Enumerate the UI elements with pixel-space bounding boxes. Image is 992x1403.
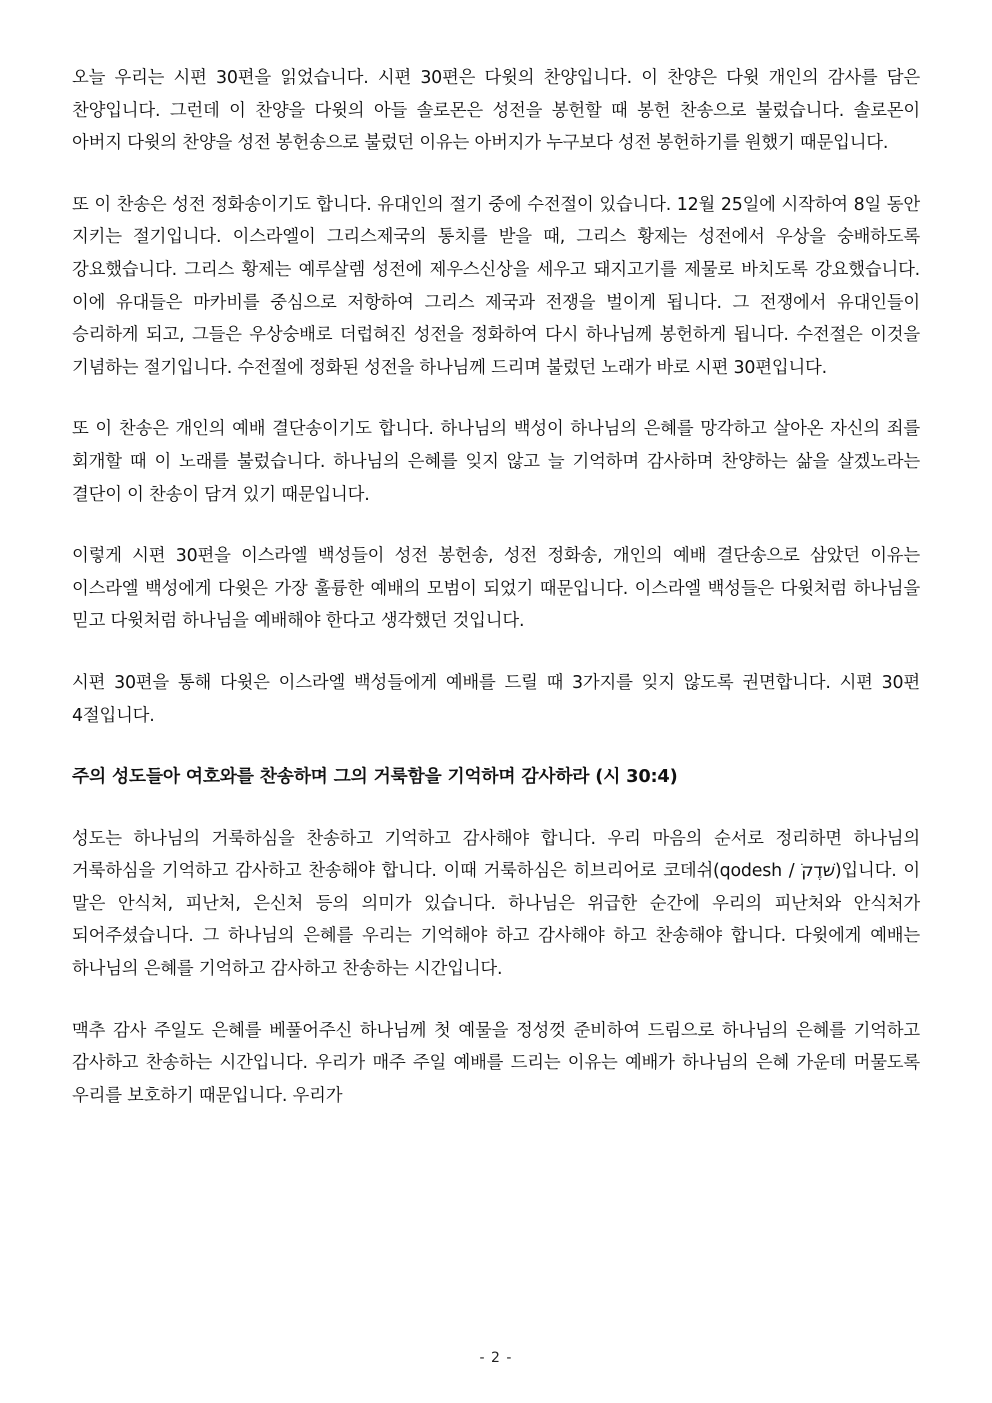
paragraph-holiness: 성도는 하나님의 거룩하심을 찬송하고 기억하고 감사해야 합니다. 우리 마음의 순서로 정리하면 하나님의 거룩하심을 기억하고 감사하고 찬송해야 합니다. 이때 거룩하심은 히브리어로 코데쉬(qodesh / שׁדֶקֹ)입니다. 이 말은 안식처, 피난처, 은신처 등의 의미가 있습니다. 하나님은 위급한 순간에 우리의 피난처와 안식처가 되어주셨습니다. 그 하나님의 은혜를 우리는 기억해야 하고 감사해야 하고 찬송해야 합니다. 다윗에게 예배는 하나님의 은혜를 기억하고 감사하고 찬송하는 시간입니다. — [72, 828, 920, 980]
paragraph-hanukkah: 또 이 찬송은 성전 정화송이기도 합니다. 유대인의 절기 중에 수전절이 있습니다. 12월 25일에 시작하여 8일 동안 지키는 절기입니다. 이스라엘이 그리스제국의 통치를 받을 때, 그리스 황제는 성전에서 우상을 숭배하도록 강요했습니다. 그리스 황제는 예루살렘 성전에 제우스신상을 세우고 돼지고기를 제물로 바치도록 강요했습니다. 이에 유대들은 마카비를 중심으로 저항하여 그리스 제국과 전쟁을 벌이게 됩니다. 그 전쟁에서 유대인들이 승리하게 되고, 그들은 우상숭배로 더럽혀진 성전을 정화하여 다시 하나님께 봉헌하게 됩니다. 수전절은 이것을 기념하는 절기입니다. 수전절에 정화된 성전을 하나님께 드리며 불렀던 노래가 바로 시편 30편입니다. — [72, 194, 920, 378]
paragraph-psalm-30-intro: 오늘 우리는 시편 30편을 읽었습니다. 시편 30편은 다윗의 찬양입니다. 이 찬양은 다윗 개인의 감사를 담은 찬양입니다. 그런데 이 찬양을 다윗의 아들 솔로몬은 성전을 봉헌할 때 봉헌 찬송으로 불렀습니다. 솔로몬이 아버지 다윗의 찬양을 성전 봉헌송으로 불렀던 이유는 아버지가 누구보다 성전 봉헌하기를 원했기 때문입니다. — [72, 68, 920, 154]
document-page — [72, 62, 920, 1141]
paragraph-three-things: 시편 30편을 통해 다윗은 이스라엘 백성들에게 예배를 드릴 때 3가지를 잊지 않도록 권면합니다. 시편 30편 4절입니다. — [72, 672, 920, 726]
paragraph-israel-worship-model: 이렇게 시편 30편을 이스라엘 백성들이 성전 봉헌송, 성전 정화송, 개인의 예배 결단송으로 삼았던 이유는 이스라엘 백성에게 다윗은 가장 훌륭한 예배의 모범이 되었기 때문입니다. 이스라엘 백성들은 다윗처럼 하나님을 믿고 다윗처럼 하나님을 예배해야 한다고 생각했던 것입니다. — [72, 546, 920, 632]
paragraph-personal-worship: 또 이 찬송은 개인의 예배 결단송이기도 합니다. 하나님의 백성이 하나님의 은혜를 망각하고 살아온 자신의 죄를 회개할 때 이 노래를 불렀습니다. 하나님의 은혜를 잊지 않고 늘 기억하며 감사하며 찬양하는 삶을 살겠노라는 결단이 이 찬송이 담겨 있기 때문입니다. — [72, 419, 920, 505]
paragraph-thanksgiving-sunday: 맥추 감사 주일도 은혜를 베풀어주신 하나님께 첫 예물을 정성껏 준비하여 드림으로 하나님의 은혜를 기억하고 감사하고 찬송하는 시간입니다. 우리가 매주 주일 예배를 드리는 이유는 예배가 하나님의 은혜 가운데 머물도록 우리를 보호하기 때문입니다. 우리가 — [72, 1020, 920, 1106]
page-number: - 2 - — [479, 1350, 513, 1366]
scripture-verse: 주의 성도들아 여호와를 찬송하며 그의 거룩함을 기억하며 감사하라 (시 30:4) — [72, 766, 678, 788]
